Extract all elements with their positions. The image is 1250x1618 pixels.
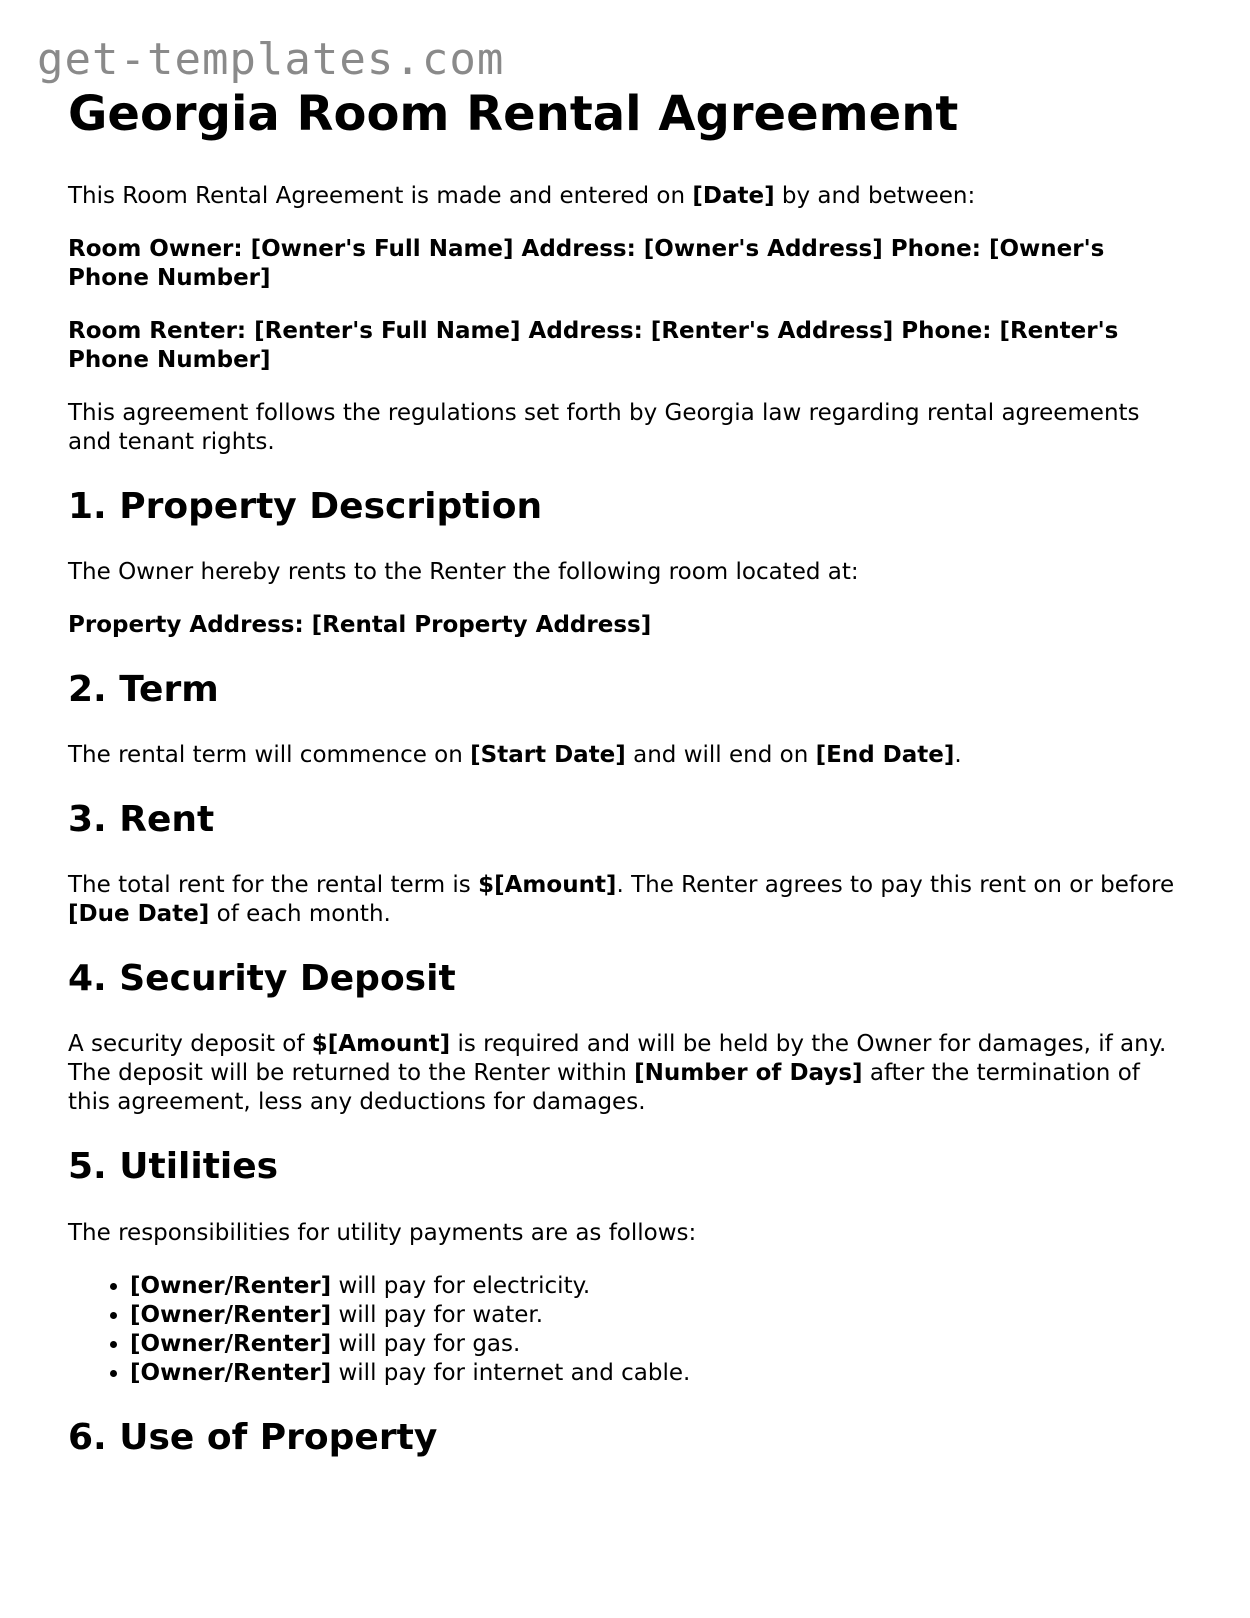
property-text: The Owner hereby rents to the Renter the following room located at: xyxy=(68,558,859,585)
deposit-text-2: is required and will be held by the Owner for damages, if any. The deposit will be returned to the Renter within xyxy=(68,1031,1167,1087)
watermark-logo: get-templates.com xyxy=(37,34,505,85)
list-item xyxy=(130,1330,1183,1359)
list-item xyxy=(130,1272,1183,1301)
rent-text-3: of each month. xyxy=(209,901,391,928)
utility-text: will pay for internet and cable. xyxy=(331,1359,691,1386)
utility-party: [Owner/Renter] xyxy=(130,1301,332,1328)
term-end-placeholder: [End Date] xyxy=(815,741,955,768)
section-heading-property: 1. Property Description xyxy=(68,485,543,527)
list-item xyxy=(130,1359,1183,1388)
term-text-1: The rental term will commence on xyxy=(68,741,471,768)
utility-text: will pay for electricity. xyxy=(331,1272,591,1299)
utility-text: will pay for water. xyxy=(331,1301,544,1328)
intro-paragraph xyxy=(68,182,1183,211)
utilities-list xyxy=(68,1272,1183,1388)
term-start-placeholder: [Start Date] xyxy=(470,741,626,768)
renter-details: Room Renter: [Renter's Full Name] Address: [Renter's Address] Phone: [Renter's Phone Number] xyxy=(68,317,1119,373)
rent-amount-placeholder: $[Amount] xyxy=(478,872,617,899)
section-heading-use: 6. Use of Property xyxy=(68,1416,438,1458)
deposit-amount-placeholder: $[Amount] xyxy=(311,1031,451,1058)
utility-party: [Owner/Renter] xyxy=(130,1330,332,1357)
law-note: This agreement follows the regulations set forth by Georgia law regarding rental agreements and tenant rights. xyxy=(68,399,1140,455)
document-page xyxy=(68,86,1183,1489)
term-text-3: . xyxy=(954,741,962,768)
section-heading-utilities: 5. Utilities xyxy=(68,1146,279,1188)
rent-due-placeholder: [Due Date] xyxy=(68,901,210,928)
deposit-text-3: after the termination of this agreement, less any deductions for damages. xyxy=(68,1060,1140,1116)
term-text-2: and will end on xyxy=(625,741,816,768)
property-address: Property Address: [Rental Property Address] xyxy=(68,611,652,638)
deposit-text-1: A security deposit of xyxy=(68,1031,312,1058)
section-heading-deposit: 4. Security Deposit xyxy=(68,958,456,1000)
term-text xyxy=(68,741,1183,770)
document-title: Georgia Room Rental Agreement xyxy=(68,86,959,142)
rent-text-2: . The Renter agrees to pay this rent on or before xyxy=(616,872,1175,899)
list-item xyxy=(130,1301,1183,1330)
rent-text-1: The total rent for the rental term is xyxy=(68,872,479,899)
deposit-text xyxy=(68,1030,1183,1117)
owner-details: Room Owner: [Owner's Full Name] Address: [Owner's Address] Phone: [Owner's Phone Number] xyxy=(68,235,1105,291)
section-heading-rent: 3. Rent xyxy=(68,798,215,840)
intro-text-before: This Room Rental Agreement is made and entered on xyxy=(68,182,693,209)
intro-text-after: by and between: xyxy=(774,182,976,209)
utility-party: [Owner/Renter] xyxy=(130,1272,332,1299)
intro-date-placeholder: [Date] xyxy=(692,182,775,209)
rent-text xyxy=(68,871,1183,929)
deposit-days-placeholder: [Number of Days] xyxy=(634,1060,863,1087)
utility-text: will pay for gas. xyxy=(331,1330,521,1357)
utility-party: [Owner/Renter] xyxy=(130,1359,332,1386)
utilities-text: The responsibilities for utility payments are as follows: xyxy=(68,1219,697,1246)
section-heading-term: 2. Term xyxy=(68,668,219,710)
